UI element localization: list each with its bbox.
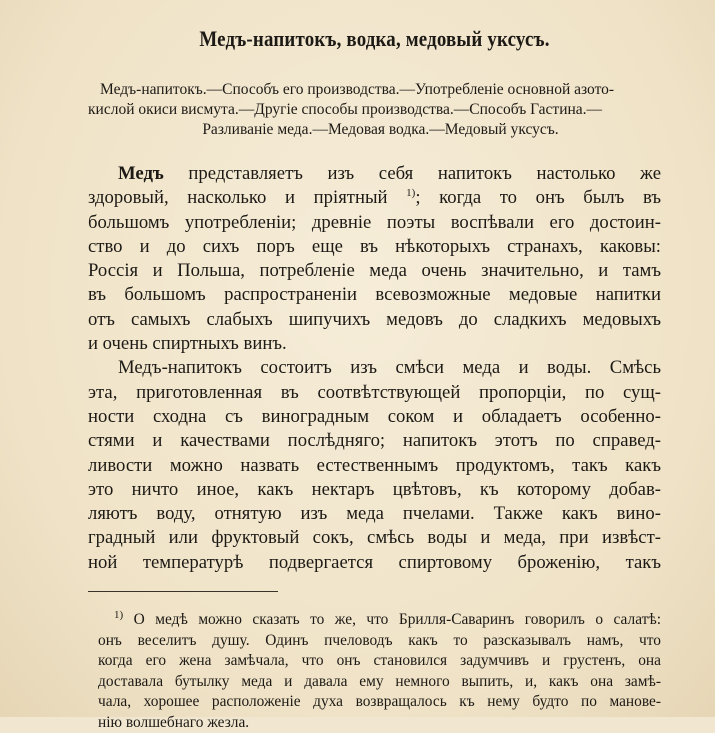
chapter-summary (88, 80, 661, 140)
body-line: стями и качествами послѣдняго; напитокъ этотъ по справед- (88, 430, 661, 452)
footnote-line: нію волшебнаго жезла. (98, 713, 250, 731)
footnote-line: доставала бутылку меда и давала ему немного выпить, и, какъ она замѣ- (98, 672, 661, 690)
body-line: здоровый, насколько и пріятный $^{1)}$; когда то онъ былъ въ (88, 187, 661, 209)
body-line: Медъ-напитокъ состоитъ изъ смѣси меда и воды. Смѣсь (118, 357, 661, 379)
body-line: въ большомъ распространеніи всевозможные медовые напитки (88, 284, 661, 306)
footnote-reference[interactable]: 1) (406, 187, 416, 200)
summary-line: Разливаніе меда.—Медовая водка.—Медовый уксусъ. (202, 121, 559, 138)
body-line: ной температурѣ подвергается спиртовому броженію, такъ (88, 551, 661, 573)
body-line: Медъ представляетъ изъ себя напитокъ настолько же (118, 163, 661, 184)
body-line: большомъ употребленіи; древніе поэты воспѣвали его достоин- (88, 211, 661, 233)
chapter-title: Медъ-напитокъ, водка, медовый уксусъ. (199, 26, 550, 51)
body-line: отъ самыхъ слабыхъ шипучихъ медовъ до сладкихъ медовыхъ (88, 308, 661, 330)
footnote (88, 610, 661, 733)
lead-word: Медъ (118, 163, 164, 184)
body-line: градный или фруктовый сокъ, смѣсь воды и меда, при извѣст- (88, 527, 661, 549)
body-line: и очень спиртныхъ винъ. (88, 333, 287, 355)
footnote-divider (88, 591, 278, 592)
body-line: ливости можно назвать естественнымъ продуктомъ, такъ какъ (88, 454, 661, 476)
summary-line: кислой окиси висмута.—Другіе способы производства.—Способъ Гастина.— (88, 101, 603, 118)
paragraph-2 (88, 356, 661, 575)
body-line: эта, приготовленная въ соотвѣтствующей пропорціи, по сущ- (88, 381, 661, 403)
body-line: это ничто иное, какъ нектаръ цвѣтовъ, къ которому добав- (88, 478, 661, 500)
body-line: ство и до сихъ поръ еще въ нѣкоторыхъ странахъ, каковы: (88, 235, 661, 257)
footnote-line: $^{1)}$ О медѣ можно сказать то же, что Брилля-Саваринъ говорилъ о салатѣ: (114, 608, 661, 629)
body-line: ности сходна съ виноградным соком и обладаетъ особенно- (88, 405, 661, 427)
body-line: Россія и Польша, потребленіе меда очень значительно, и тамъ (88, 260, 661, 282)
body-text (88, 162, 661, 575)
body-line: ляютъ воду, отнятую изъ меда пчелами. Также какъ вино- (88, 503, 661, 525)
paragraph-1 (88, 162, 661, 356)
summary-line: Медъ-напитокъ.—Способъ его производства.—Употребленіе основной азото- (100, 81, 615, 98)
footnote-line: чала, хорошее расположеніе духа возвращалось къ нему будто по манове- (98, 693, 661, 711)
footnote-mark: 1) (114, 608, 124, 621)
footnote-line: когда его жена замѣчала, что онъ становился задумчивъ и грустенъ, она (98, 652, 661, 670)
footnote-line: онъ веселитъ душу. Одинъ пчеловодъ какъ то разсказывалъ намъ, что (98, 631, 661, 649)
